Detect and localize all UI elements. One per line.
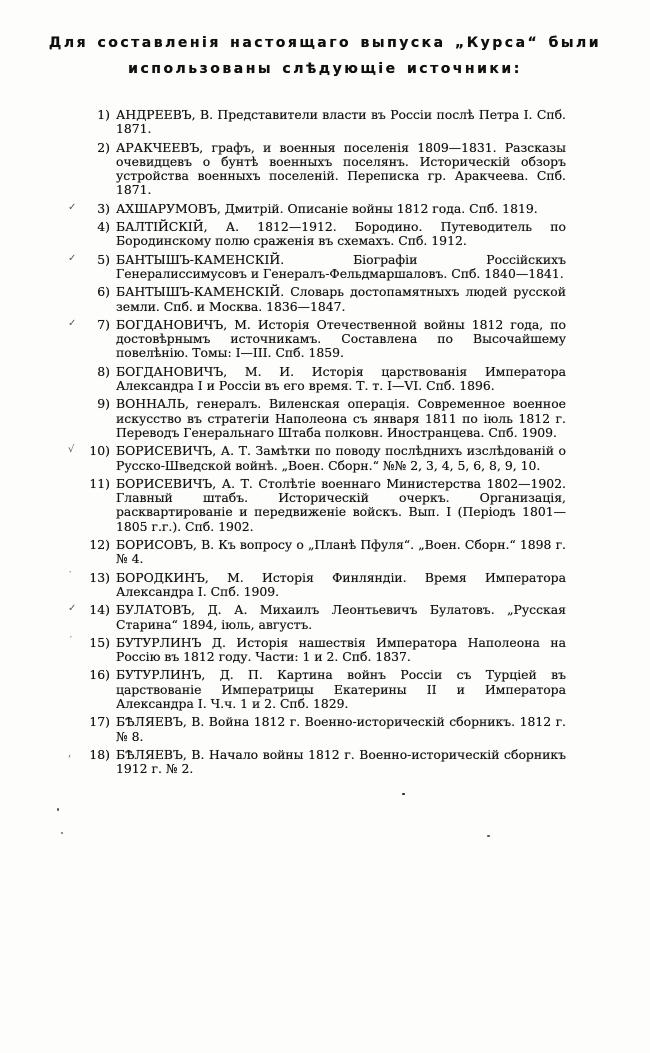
pencil-check-mark: ˊ <box>68 635 73 647</box>
entry-number: 14) <box>89 602 110 618</box>
bibliography-entry <box>84 715 566 744</box>
page-header <box>0 0 650 82</box>
bibliography-entry <box>68 251 566 282</box>
header-line-1: Для составленія настоящаго выпуска „Курса“ были <box>48 35 602 51</box>
entry-text: БУТУРЛИНЪ, Д. П. Картина войнъ Россіи съ Турціей въ царствованіе Императрицы Екатерины II и Императора Александра I. Ч.ч. 1 и 2. Спб. 1829. <box>116 667 566 711</box>
entry-number: 8) <box>97 363 110 379</box>
entry-text: БОРОДКИНЪ, М. Исторія Финляндіи. Время Императора Александра I. Спб. 1909. <box>116 569 566 599</box>
pencil-check-mark: ‚ <box>68 747 72 759</box>
pencil-check-mark: ✓ <box>68 201 77 213</box>
entry-text: БАНТЫШЪ-КАМЕНСКІЙ. Словарь достопамятныхъ людей русской земли. Спб. и Москва. 1836—1847. <box>116 284 566 314</box>
bibliography-entry <box>68 200 566 216</box>
pencil-check-mark: ✓ <box>68 317 77 329</box>
entry-number: 1) <box>97 107 110 122</box>
entry-number: 16) <box>89 667 110 683</box>
entry-text: АХШАРУМОВЪ, Дмитрій. Описаніе войны 1812 года. Спб. 1819. <box>116 200 538 216</box>
entry-number: 9) <box>97 396 110 412</box>
entry-number: 18) <box>89 746 110 762</box>
header-line-2: использованы слѣдующіе источники: <box>128 61 522 77</box>
entry-text: ВОННАЛЬ, генералъ. Виленская операція. Современное военное искусство въ стратегіи Наполеона съ января 1811 по іюль 1812 г. Переводъ Генеральнаго Штаба полковн. Иностранцева. Спб. 1909. <box>116 396 566 440</box>
bibliography-entry <box>68 634 566 665</box>
pencil-check-mark: ✓ <box>68 252 77 264</box>
bibliography-entry <box>68 316 566 361</box>
scan-speckle <box>57 808 59 811</box>
bibliography-entry <box>84 397 566 440</box>
entry-number: 5) <box>97 251 110 267</box>
bibliography-entry <box>68 746 566 777</box>
bibliography-list <box>68 107 566 777</box>
bibliography-entry <box>84 477 566 534</box>
entry-number: 10) <box>89 443 110 459</box>
entry-number: 3) <box>97 200 110 216</box>
bibliography-entry <box>84 538 566 567</box>
entry-number: 7) <box>97 316 110 332</box>
pencil-check-mark: ˋ <box>68 570 73 582</box>
entry-number: 6) <box>97 284 110 300</box>
entry-text: БОГДАНОВИЧЪ, М. Исторія Отечественной войны 1812 года, по достовѣрнымъ источникамъ. Составлена по Высочайшему повелѣнію. Томы: I—III. Спб. 1859. <box>116 316 566 361</box>
entry-text: БОГДАНОВИЧЪ, М. И. Исторія царствованія Императора Александра I и Россіи въ его время. Т. т. I—VI. Спб. 1896. <box>116 363 566 394</box>
entry-text: БАЛТІЙСКІЙ, А. 1812—1912. Бородино. Путеводитель по Бородинскому полю сраженія въ схемахъ. Спб. 1912. <box>116 219 566 249</box>
entry-text: БОРИСЕВИЧЪ, А. Т. Столѣтіе военнаго Министерства 1802—1902. Главный штабъ. Историческій очеркъ. Организація, расквартированіе и передвиженіе войскъ. Вып. I (Періодъ 1801—1805 г.г.). Спб. 1902. <box>116 475 566 534</box>
entry-text: БѢЛЯЕВЪ, В. Война 1812 г. Военно-историческій сборникъ. 1812 г. № 8. <box>116 714 566 744</box>
bibliography-entry <box>68 443 566 473</box>
bibliography-entry <box>84 141 566 198</box>
entry-text: АРАКЧЕЕВЪ, графъ, и военныя поселенія 1809—1831. Разсказы очевидцевъ о бунтѣ военныхъ поселянъ. Историческій обзоръ устройства военныхъ поселеній. Переписка гр. Аракчеева. Спб. 1871. <box>116 139 566 198</box>
bibliography-entry <box>84 285 566 314</box>
entry-number: 2) <box>97 139 110 155</box>
pencil-check-mark: ✓ <box>68 603 77 615</box>
entry-text: АНДРЕЕВЪ, В. Представители власти въ Россіи послѣ Петра I. Спб. 1871. <box>116 107 566 137</box>
bibliography-entry <box>68 569 566 600</box>
pencil-check-mark: √ <box>68 444 75 456</box>
entry-number: 17) <box>89 714 110 730</box>
scan-speckle <box>402 793 405 795</box>
entry-number: 15) <box>89 634 110 650</box>
bibliography-entry <box>84 220 566 249</box>
entry-number: 11) <box>89 475 110 491</box>
entry-text: БОРИСЕВИЧЪ, А. Т. Замѣтки по поводу послѣднихъ изслѣдованій о Русско-Шведской войнѣ. „Воен. Сборн.“ №№ 2, 3, 4, 5, 6, 8, 9, 10. <box>116 443 566 473</box>
entry-number: 4) <box>97 219 110 235</box>
bibliography-entry <box>84 365 566 394</box>
scan-speckle <box>61 832 63 834</box>
entry-number: 13) <box>89 569 110 585</box>
entry-text: БАНТЫШЪ-КАМЕНСКІЙ. Біографіи Россійскихъ Генералиссимусовъ и Генералъ-Фельдмаршаловъ. Спб. 1840—1841. <box>116 251 566 281</box>
bibliography-entry <box>68 602 566 632</box>
bibliography-entry <box>84 668 566 711</box>
entry-text: БѢЛЯЕВЪ, В. Начало войны 1812 г. Военно-историческій сборникъ 1912 г. № 2. <box>116 746 566 777</box>
entry-number: 12) <box>89 537 110 553</box>
entry-text: БОРИСОВЪ, В. Къ вопросу о „Планѣ Пфуля“. „Воен. Сборн.“ 1898 г. № 4. <box>116 537 566 567</box>
bibliography-entry <box>84 108 566 137</box>
entry-text: БУТУРЛИНЪ Д. Исторія нашествія Императора Наполеона на Россію въ 1812 году. Части: 1 и 2. Спб. 1837. <box>116 634 566 665</box>
entry-text: БУЛАТОВЪ, Д. А. Михаилъ Леонтьевичъ Булатовъ. „Русская Старина“ 1894, іюль, августъ. <box>116 602 566 632</box>
scan-speckle <box>487 835 490 837</box>
